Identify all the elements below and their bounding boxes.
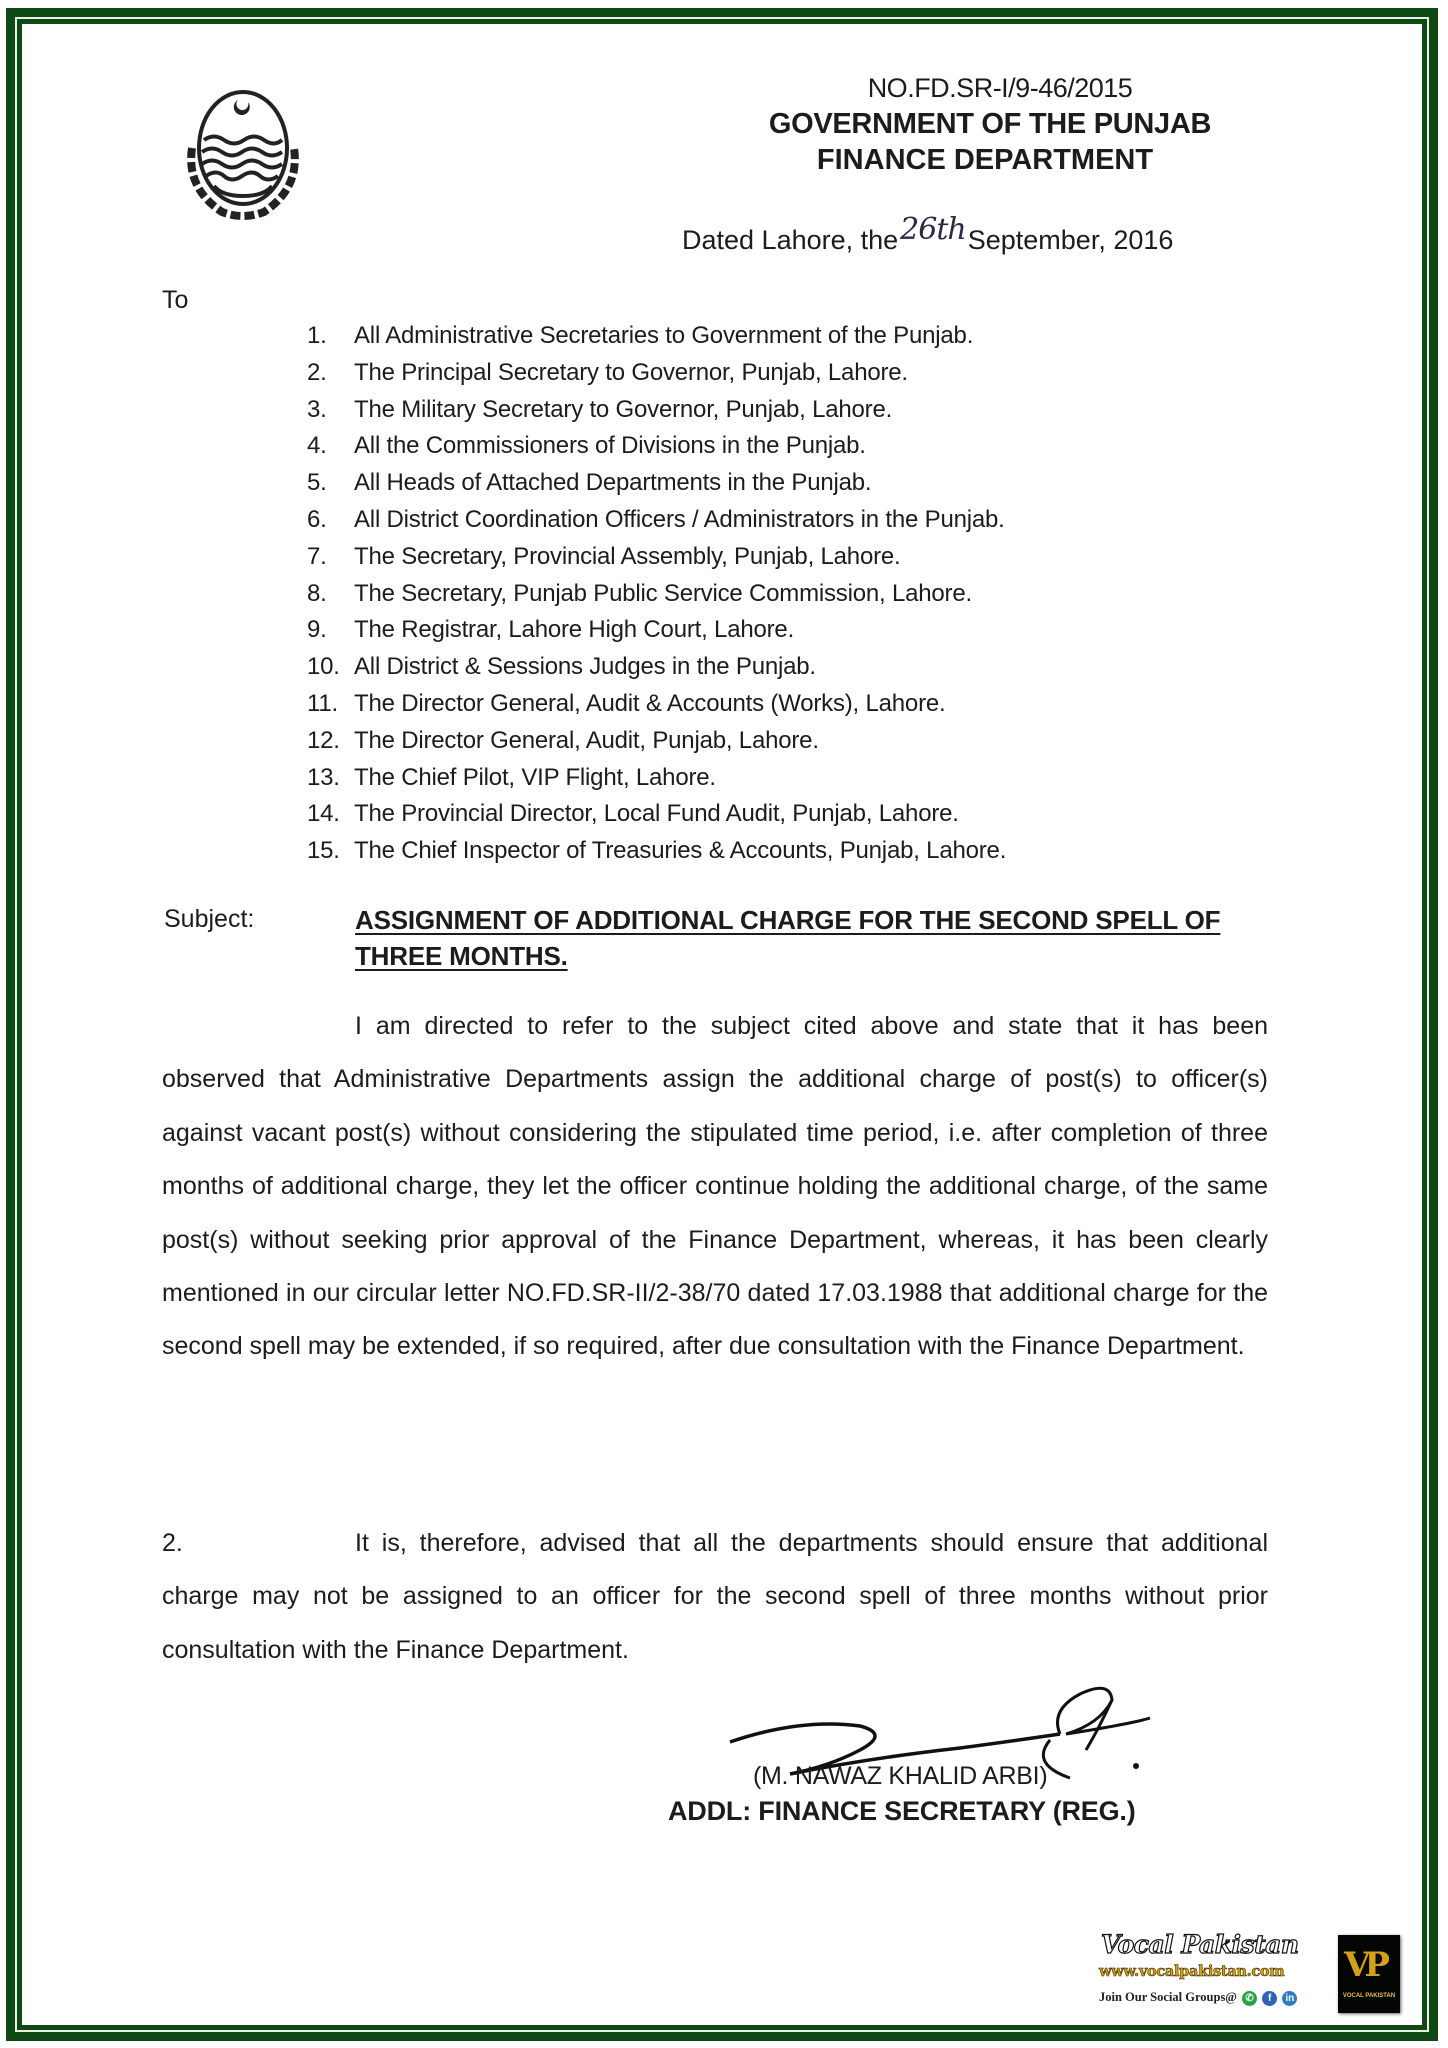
vocal-pakistan-logo [1338,1935,1400,2013]
recipient-item: 9. The Registrar, Lahore High Court, Lahore. [307,616,795,644]
date-prefix: Dated Lahore, the [682,225,899,255]
paragraph-1: I am directed to refer to the subject cited above and state that it has been observed that Administrative Departments assign the additional charge of post(s) to officer(s) against vacant post(s) without considering the stipulated time period, i.e. after completion of three months of additional charge, they let the officer continue holding the additional charge, of the same post(s) without seeking prior approval of the Finance Department, whereas, it has been clearly mentioned in our circular letter NO.FD.SR-II/2-38/70 dated 17.03.1988 that additional charge for the second spell may be extended, if so required, after due consultation with the Finance Department. [162,1012,1268,1361]
date-line [682,212,1174,257]
handwritten-date-day: 26th [900,212,966,247]
recipient-item: 13. The Chief Pilot, VIP Flight, Lahore. [307,763,716,791]
recipient-item: 11. The Director General, Audit & Accounts (Works), Lahore. [307,689,946,717]
recipient-item: 3. The Military Secretary to Governor, Punjab, Lahore. [307,395,893,423]
recipient-item: 4. All the Commissioners of Divisions in the Punjab. [307,432,866,460]
recipient-item: 12. The Director General, Audit, Punjab, Lahore. [307,726,819,754]
recipient-item: 2. The Principal Secretary to Governor, Punjab, Lahore. [307,358,908,386]
paragraph-2 [162,1517,1268,1677]
signatory-title: ADDL: FINANCE SECRETARY (REG.) [668,1796,1136,1826]
subject-text: ASSIGNMENT OF ADDITIONAL CHARGE FOR THE SECOND SPELL OF THREE MONTHS. [355,905,1221,971]
reference-number: NO.FD.SR-I/9-46/2015 [867,73,1133,103]
subject-label: Subject: [164,905,255,933]
department-title: FINANCE DEPARTMENT [816,144,1154,176]
whatsapp-icon[interactable]: ✆ [1242,1991,1257,2006]
to-label: To [162,286,189,314]
recipient-item: 1. All Administrative Secretaries to Government of the Punjab. [307,322,974,349]
linkedin-icon[interactable]: in [1282,1991,1297,2006]
join-social-groups: Join Our Social Groups@ ✆ f in [1099,1990,1297,2006]
recipient-item: 8. The Secretary, Punjab Public Service Commission, Lahore. [307,579,972,607]
recipient-item: 6. All District Coordination Officers / Administrators in the Punjab. [307,505,1005,533]
recipient-item: 14. The Provincial Director, Local Fund Audit, Punjab, Lahore. [307,800,959,828]
recipient-item: 5. All Heads of Attached Departments in the Punjab. [307,469,872,497]
signatory-name: (M. NAWAZ KHALID ARBI) [753,1762,1048,1790]
recipient-list [307,318,1006,870]
recipient-item: 10. All District & Sessions Judges in the Punjab. [307,653,816,681]
brand-url[interactable]: www.vocalpakistan.com [1099,1963,1285,1980]
logo-initials: VP [1344,1945,1384,1985]
government-title: GOVERNMENT OF THE PUNJAB [768,108,1212,140]
recipient-item: 7. The Secretary, Provincial Assembly, Punjab, Lahore. [307,542,901,570]
recipient-item: 15. The Chief Inspector of Treasuries & Accounts, Punjab, Lahore. [307,837,1007,865]
letter-header [700,70,1280,178]
paragraph-2-text: It is, therefore, advised that all the departments should ensure that additional charge may not be assigned to an officer for the second spell of three months without prior consultation with the Finance Department. [162,1529,1268,1664]
brand-name: Vocal Pakistan [1101,1930,1299,1959]
facebook-icon[interactable]: f [1262,1991,1277,2006]
date-suffix: September, 2016 [967,225,1174,255]
punjab-government-emblem-icon [178,78,308,228]
paragraph-number: 2. [162,1529,183,1557]
logo-caption: VOCAL PAKISTAN [1342,1993,1396,1999]
vocal-pakistan-watermark [1095,1930,1335,2018]
